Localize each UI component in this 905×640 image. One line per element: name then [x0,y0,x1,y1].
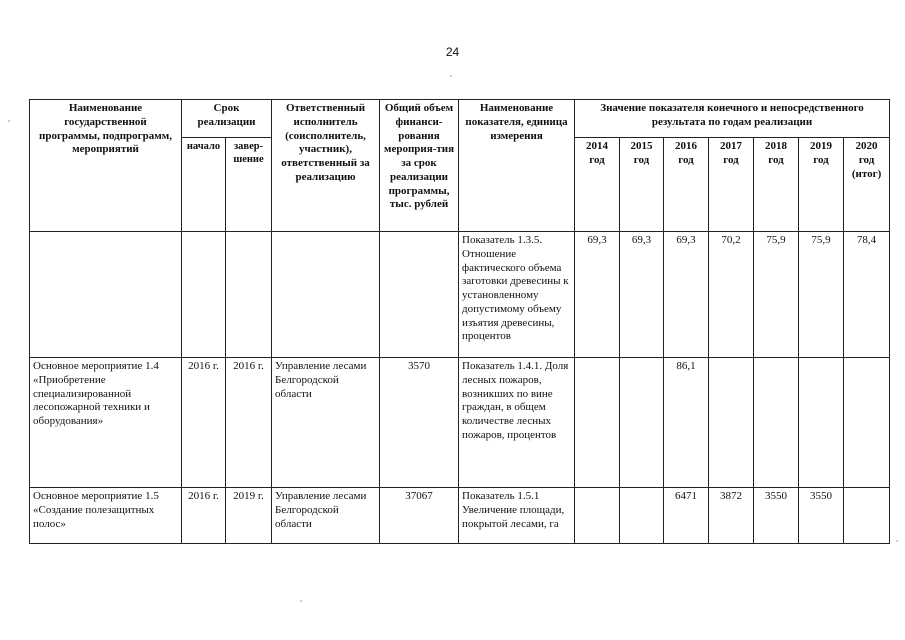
row-value [844,358,890,488]
row-value: 86,1 [664,358,709,488]
row-value: 75,9 [799,232,844,358]
row-value: 3550 [754,488,799,544]
header-year: 2016 год [664,138,709,232]
header-indicator: Наименование показателя, единица измерения [459,100,575,232]
header-program-name: Наименование государственной программы, подпрограмм, мероприятий [30,100,182,232]
header-funding: Общий объем финанси-рования мероприя-тия за срок реализации программы, тыс. рублей [380,100,459,232]
row-start: 2016 г. [182,488,226,544]
row-indicator: Показатель 1.3.5. Отношение фактического объема заготовки древесины к установленному допустимому объему изъятия древесины, процентов [459,232,575,358]
row-program-name: Основное мероприятие 1.5 «Создание полезащитных полос» [30,488,182,544]
scan-speck [450,75,452,77]
row-funding: 37067 [380,488,459,544]
scan-speck [8,120,10,122]
table-row [30,358,890,488]
row-value: 75,9 [754,232,799,358]
row-value: 3550 [799,488,844,544]
row-indicator: Показатель 1.5.1 Увеличение площади, покрытой лесами, га [459,488,575,544]
header-term-start: начало [182,138,226,232]
program-table [29,99,890,544]
row-value [575,358,620,488]
row-value [620,358,664,488]
row-value: 69,3 [575,232,620,358]
header-values: Значение показателя конечного и непосредственного результата по годам реализации [575,100,890,138]
header-year: 2015 год [620,138,664,232]
row-funding [380,232,459,358]
row-start [182,232,226,358]
row-end: 2019 г. [226,488,272,544]
row-responsible [272,232,380,358]
row-value: 78,4 [844,232,890,358]
table-row [30,232,890,358]
header-year: 2014 год [575,138,620,232]
scan-speck [300,600,302,602]
row-value [620,488,664,544]
row-value: 3872 [709,488,754,544]
row-value: 6471 [664,488,709,544]
scan-speck [896,540,898,542]
row-value [709,358,754,488]
row-value [754,358,799,488]
row-indicator: Показатель 1.4.1. Доля лесных пожаров, возникших по вине граждан, в общем количестве лесных пожаров, процентов [459,358,575,488]
row-end [226,232,272,358]
row-program-name [30,232,182,358]
row-value: 69,3 [620,232,664,358]
header-responsible: Ответственный исполнитель (соисполнитель, участник), ответственный за реализацию [272,100,380,232]
row-value [575,488,620,544]
table-row [30,488,890,544]
row-value: 70,2 [709,232,754,358]
page-number: 24 [445,45,460,59]
header-year: 2020 год (итог) [844,138,890,232]
row-value [844,488,890,544]
header-year: 2017 год [709,138,754,232]
row-program-name: Основное мероприятие 1.4 «Приобретение специализированной лесопожарной техники и оборудования» [30,358,182,488]
row-value [799,358,844,488]
row-responsible: Управление лесами Белгородской области [272,358,380,488]
header-year: 2018 год [754,138,799,232]
row-responsible: Управление лесами Белгородской области [272,488,380,544]
header-year: 2019 год [799,138,844,232]
header-term-end: завер-шение [226,138,272,232]
header-term: Срок реализации [182,100,272,138]
row-end: 2016 г. [226,358,272,488]
row-value: 69,3 [664,232,709,358]
row-funding: 3570 [380,358,459,488]
row-start: 2016 г. [182,358,226,488]
